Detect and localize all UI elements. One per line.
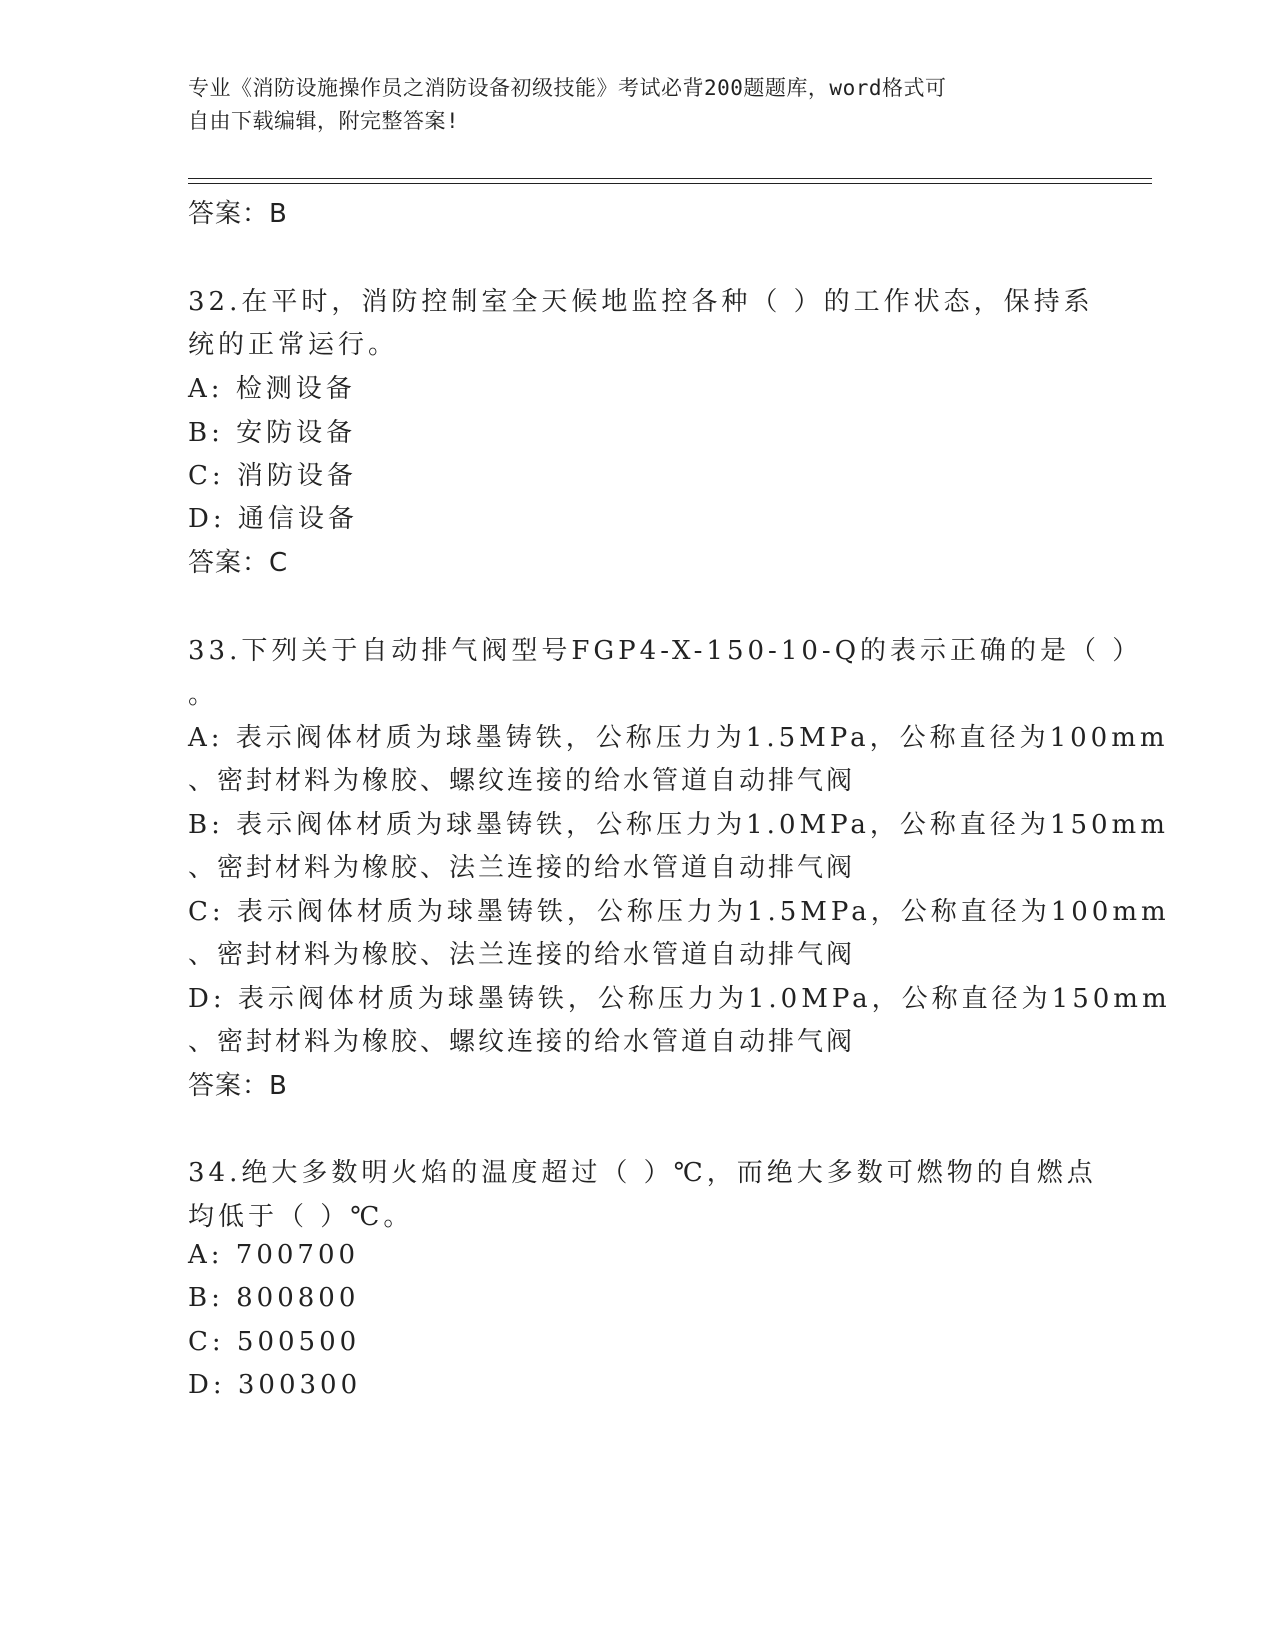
q33-option-c-line-1: C: 表示阀体材质为球墨铸铁，公称压力为1.5MPa，公称直径为100mm xyxy=(188,897,1170,927)
q33-option-a-line-2: 、密封材料为橡胶、螺纹连接的给水管道自动排气阀 xyxy=(188,766,856,796)
q33-answer: 答案：B xyxy=(188,1071,288,1101)
page-header xyxy=(188,72,1088,138)
q32-option-a: A: 检测设备 xyxy=(188,374,356,404)
q34-option-a: A: 700700 xyxy=(188,1240,360,1270)
q32-answer: 答案：C xyxy=(188,548,289,578)
q32-stem-line-1: 32.在平时，消防控制室全天候地监控各种（ ）的工作状态，保持系 xyxy=(188,287,1094,317)
q34-option-d: D: 300300 xyxy=(188,1370,362,1400)
header-line-2: 自由下载编辑，附完整答案! xyxy=(188,109,460,133)
header-rule-top xyxy=(188,178,1152,179)
q32-option-b: B: 安防设备 xyxy=(188,418,357,448)
q34-option-c: C: 500500 xyxy=(188,1327,361,1357)
q32-option-c: C: 消防设备 xyxy=(188,461,357,491)
q34-stem-line-1: 34.绝大多数明火焰的温度超过（ ）℃，而绝大多数可燃物的自燃点 xyxy=(188,1158,1097,1188)
q33-option-a-line-1: A: 表示阀体材质为球墨铸铁，公称压力为1.5MPa，公称直径为100mm xyxy=(188,723,1169,753)
q32-stem-line-2: 统的正常运行。 xyxy=(188,330,399,360)
q33-stem-line-2: 。 xyxy=(188,680,219,710)
previous-answer: 答案：B xyxy=(188,199,288,229)
q33-option-b-line-2: 、密封材料为橡胶、法兰连接的给水管道自动排气阀 xyxy=(188,853,856,883)
q33-option-d-line-2: 、密封材料为橡胶、螺纹连接的给水管道自动排气阀 xyxy=(188,1027,856,1057)
header-line-1: 专业《消防设施操作员之消防设备初级技能》考试必背200题题库，word格式可 xyxy=(188,76,947,100)
q33-stem-line-1: 33.下列关于自动排气阀型号FGP4-X-150-10-Q的表示正确的是（ ） xyxy=(188,636,1143,666)
q33-option-d-line-1: D: 表示阀体材质为球墨铸铁，公称压力为1.0MPa，公称直径为150mm xyxy=(188,984,1171,1014)
q34-stem-line-2: 均低于（ ）℃。 xyxy=(188,1202,414,1232)
header-rule-bottom xyxy=(188,183,1152,184)
q33-option-c-line-2: 、密封材料为橡胶、法兰连接的给水管道自动排气阀 xyxy=(188,940,856,970)
q34-option-b: B: 800800 xyxy=(188,1283,360,1313)
q32-option-d: D: 通信设备 xyxy=(188,504,358,534)
q33-option-b-line-1: B: 表示阀体材质为球墨铸铁，公称压力为1.0MPa，公称直径为150mm xyxy=(188,810,1169,840)
